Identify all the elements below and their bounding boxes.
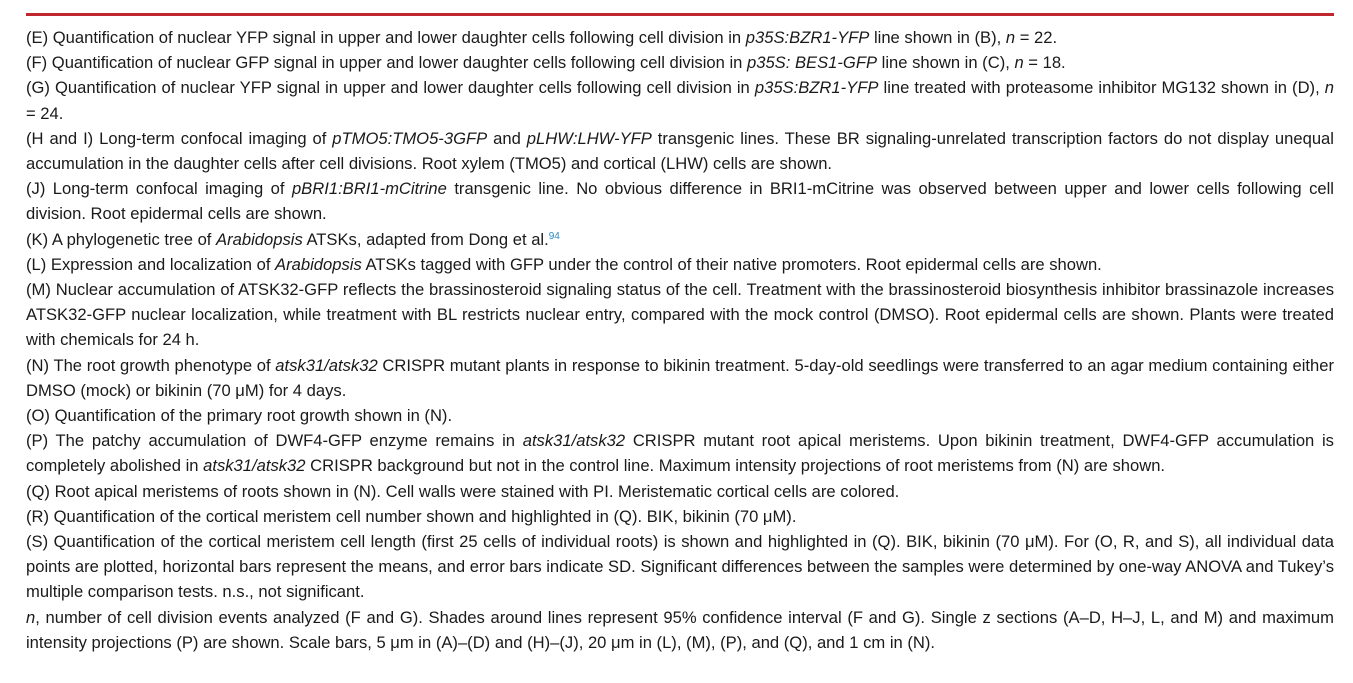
- legend-item-h-i: (H and I) Long-term confocal imaging of pTMO5:TMO5-3GFP and pLHW:LHW-YFP transgenic lines. These BR signaling-unrelated transcription factors do not display unequal accumulation in the daughter cells after cell divisions. Root xylem (TMO5) and cortical (LHW) cells are shown.: [26, 128, 1334, 174]
- legend-item-s: (S) Quantification of the cortical meristem cell length (first 25 cells of individual roots) is shown and highlighted in (Q). BIK, bikinin (70 μM). For (O, R, and S), all individual data points are plotted, horizontal bars represent the means, and error bars indicate SD. Significant differences between the samples were determined by one-way ANOVA and Tukey’s multiple comparison tests. n.s., not significant.: [26, 532, 1334, 602]
- figure-legend: [26, 25, 1334, 655]
- legend-item-j: (J) Long-term confocal imaging of pBRI1:BRI1-mCitrine transgenic line. No obvious difference in BRI1-mCitrine was observed between upper and lower cells following cell division. Root epidermal cells are shown.: [26, 179, 1334, 224]
- legend-item-n: (N) The root growth phenotype of atsk31/atsk32 CRISPR mutant plants in response to bikinin treatment. 5-day-old seedlings were transferred to an agar medium containing either DMSO (mock) or bikinin (70 μM) for 4 days.: [26, 355, 1334, 400]
- legend-item-g: (G) Quantification of nuclear YFP signal in upper and lower daughter cells following cell division in p35S:BZR1-YFP line treated with proteasome inhibitor MG132 shown in (D), n = 24.: [26, 78, 1334, 123]
- legend-item-o: (O) Quantification of the primary root growth shown in (N).: [26, 406, 453, 426]
- legend-item-k: (K) A phylogenetic tree of Arabidopsis ATSKs, adapted from Dong et al.$^{94}$: [26, 229, 560, 249]
- legend-item-e: (E) Quantification of nuclear YFP signal in upper and lower daughter cells following cell division in p35S:BZR1-YFP line shown in (B), n = 22.: [26, 28, 1058, 47]
- legend-item-r: (R) Quantification of the cortical meristem cell number shown and highlighted in (Q). BIK, bikinin (70 μM).: [26, 506, 797, 526]
- reference-link[interactable]: 94: [548, 230, 560, 242]
- legend-footer: n, number of cell division events analyzed (F and G). Shades around lines represent 95% confidence interval (F and G). Single z sections (A–D, H–J, L, and M) and maximum intensity projections (P) are shown. Scale bars, 5 μm in (A)–(D) and (H)–(J), 20 μm in (L), (M), (P), and (Q), and 1 cm in (N).: [26, 607, 1334, 652]
- legend-item-m: (M) Nuclear accumulation of ATSK32-GFP reflects the brassinosteroid signaling status of the cell. Treatment with the brassinosteroid biosynthesis inhibitor brassinazole increases ATSK32-GFP nuclear localization, while treatment with BL restricts nuclear entry, compared with the mock control (DMSO). Root epidermal cells are shown. Plants were treated with chemicals for 24 h.: [26, 280, 1334, 350]
- legend-item-q: (Q) Root apical meristems of roots shown in (N). Cell walls were stained with PI. Meristematic cortical cells are colored.: [26, 481, 900, 501]
- legend-item-f: (F) Quantification of nuclear GFP signal in upper and lower daughter cells following cell division in p35S: BES1-GFP line shown in (C), n = 18.: [26, 53, 1066, 73]
- legend-item-p: (P) The patchy accumulation of DWF4-GFP enzyme remains in atsk31/atsk32 CRISPR mutant root apical meristems. Upon bikinin treatment, DWF4-GFP accumulation is completely abolished in atsk31/atsk32 CRISPR background but not in the control line. Maximum intensity projections of root meristems from (N) are shown.: [26, 431, 1334, 476]
- top-rule: [26, 13, 1334, 16]
- legend-item-l: (L) Expression and localization of Arabidopsis ATSKs tagged with GFP under the control of their native promoters. Root epidermal cells are shown.: [26, 254, 1102, 274]
